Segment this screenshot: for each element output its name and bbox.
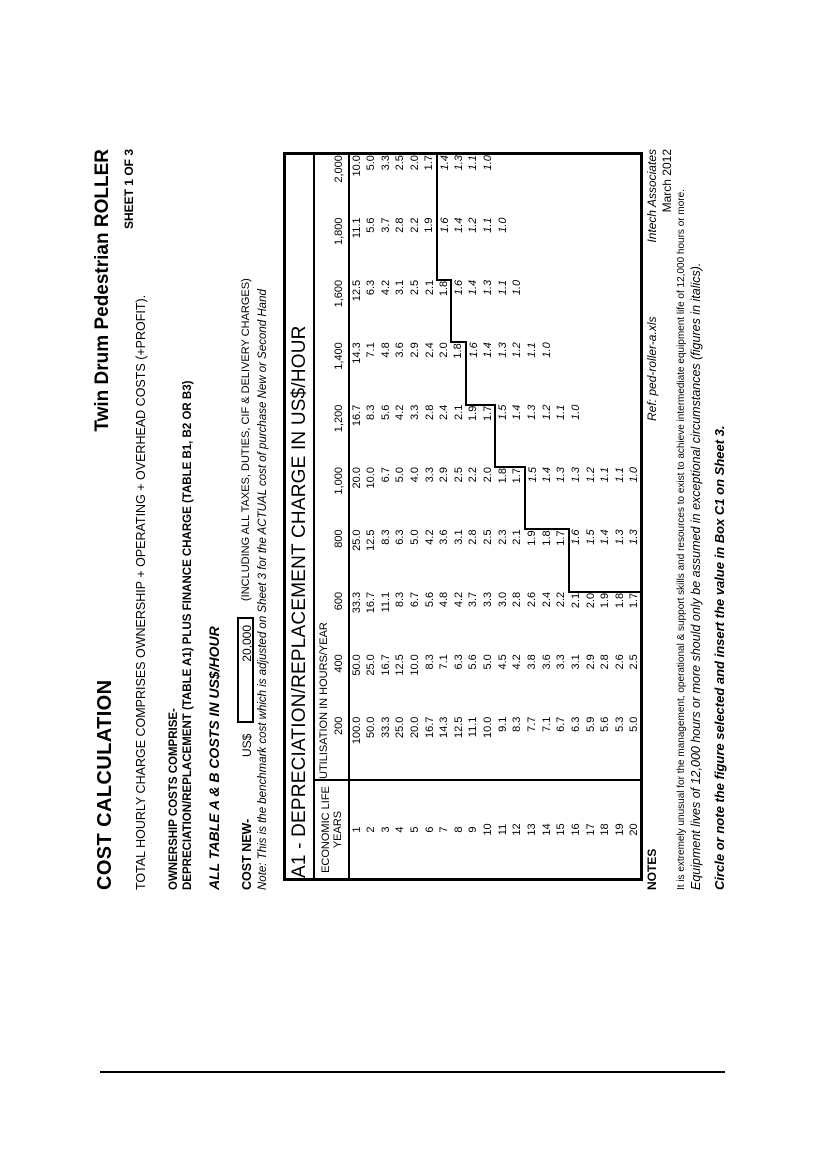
value-cell: 3.0 — [496, 591, 509, 608]
value-cell: 1.0 — [569, 404, 582, 420]
year-cell: 16 — [569, 780, 584, 880]
all-table-costs-line: ALL TABLE A & B COSTS IN US$/HOUR — [206, 626, 222, 890]
value-cell — [495, 154, 510, 218]
value-cell — [627, 342, 642, 404]
value-cell: 5.6 — [379, 404, 392, 420]
value-cell: 10.0 — [350, 155, 363, 177]
value-cell: 12.5 — [350, 279, 363, 302]
year-cell: 2 — [364, 780, 379, 880]
value-cell: 1.4 — [539, 467, 554, 529]
value-cell: 6.7 — [555, 716, 568, 732]
value-cell — [613, 217, 628, 279]
value-cell: 8.3 — [423, 654, 436, 670]
value-cell: 1.7 — [510, 467, 525, 529]
economic-life-header: ECONOMIC LIFE YEARS — [314, 780, 349, 880]
value-cell: 1.5 — [583, 529, 598, 591]
column-header-hours: 1,600 — [330, 280, 349, 342]
value-cell: 1.8 — [613, 592, 626, 609]
year-cell: 19 — [613, 780, 628, 880]
value-cell: 2.4 — [540, 591, 553, 608]
value-cell: 1.5 — [495, 405, 510, 467]
value-cell: 16.7 — [379, 654, 392, 676]
value-cell: 1.3 — [482, 279, 495, 296]
value-cell: 6.7 — [379, 467, 392, 483]
value-cell: 1.0 — [482, 155, 495, 171]
value-cell: 5.6 — [599, 716, 612, 732]
value-cell: 2.1 — [569, 592, 582, 609]
value-cell: 14.3 — [350, 342, 363, 364]
value-cell: 7.1 — [364, 342, 377, 358]
value-cell — [554, 342, 569, 404]
value-cell: 2.6 — [526, 591, 538, 608]
value-cell: 4.2 — [452, 591, 465, 608]
value-cell: 14.3 — [438, 716, 451, 739]
value-cell: 8.3 — [511, 716, 524, 732]
value-cell — [598, 154, 613, 218]
value-cell: 1.1 — [467, 155, 480, 171]
value-cell: 2.5 — [408, 279, 421, 296]
value-cell: 1.8 — [437, 280, 452, 342]
value-cell: 1.6 — [569, 529, 584, 591]
value-cell: 2.1 — [423, 279, 436, 296]
value-cell — [583, 405, 598, 467]
value-cell: 2.5 — [394, 155, 407, 171]
value-cell: 2.6 — [613, 654, 626, 670]
year-cell: 10 — [481, 780, 496, 880]
value-cell: 1.2 — [584, 467, 597, 483]
year-cell: 20 — [627, 780, 642, 880]
value-cell — [554, 280, 569, 342]
value-cell: 2.9 — [408, 342, 421, 358]
value-cell: 4.2 — [394, 404, 407, 420]
value-cell: 6.3 — [364, 279, 377, 296]
value-cell: 11.1 — [350, 217, 363, 239]
value-cell: 1.3 — [554, 467, 569, 529]
value-cell — [583, 217, 598, 279]
year-cell: 17 — [583, 780, 598, 880]
notes-heading: NOTES — [645, 848, 659, 890]
value-cell: 3.6 — [438, 529, 451, 545]
value-cell: 2.5 — [482, 529, 495, 545]
depreciation-table — [283, 152, 643, 881]
value-cell — [598, 405, 613, 467]
value-cell: 1.1 — [526, 342, 538, 358]
table-title: A1 - DEPRECIATION/REPLACEMENT CHARGE IN US$/HOUR — [285, 154, 315, 880]
value-cell: 1.8 — [496, 468, 509, 484]
value-cell: 3.1 — [394, 279, 407, 296]
value-cell: 2.5 — [627, 654, 640, 670]
column-header-hours: 1,800 — [330, 217, 349, 279]
value-cell: 2.1 — [452, 404, 465, 420]
value-cell: 2.3 — [496, 529, 509, 545]
value-cell: 1.2 — [467, 217, 480, 233]
value-cell: 1.4 — [510, 405, 525, 467]
value-cell: 2.2 — [555, 591, 568, 608]
machine-title: Twin Drum Pedestrian ROLLER — [92, 149, 113, 432]
value-cell: 20.0 — [350, 467, 363, 489]
value-cell — [627, 405, 642, 467]
value-cell: 5.0 — [482, 654, 495, 670]
value-cell: 2.0 — [438, 342, 451, 358]
value-cell: 4.2 — [511, 654, 524, 670]
value-cell: 6.3 — [569, 716, 582, 732]
value-cell: 12.5 — [394, 654, 407, 676]
value-cell: 3.8 — [526, 654, 538, 670]
value-cell: 16.7 — [350, 404, 363, 427]
value-cell: 1.6 — [451, 280, 466, 342]
value-cell — [627, 217, 642, 279]
page-footer-rule — [100, 1071, 725, 1073]
value-cell: 3.3 — [482, 591, 495, 608]
value-cell — [510, 217, 525, 279]
sheet-number: SHEET 1 OF 3 — [122, 149, 136, 230]
value-cell: 10.0 — [364, 467, 377, 489]
value-cell: 4.8 — [379, 342, 392, 358]
value-cell: 2.4 — [423, 342, 436, 358]
value-cell: 2.0 — [408, 155, 421, 171]
value-cell: 1.0 — [511, 279, 524, 296]
notes-line-1: It is extremely unusual for the management, operational & support skills and resources to exist to achieve intermediate equipment life of 12,000 hours or more. — [676, 189, 687, 890]
value-cell: 33.3 — [350, 591, 363, 614]
value-cell: 1.0 — [496, 217, 509, 233]
value-cell: 5.6 — [467, 654, 480, 670]
value-cell: 1.5 — [525, 467, 540, 529]
organisation-name: Intech Associates — [645, 149, 659, 243]
value-cell: 3.3 — [555, 654, 568, 670]
value-cell: 5.9 — [584, 716, 597, 732]
value-cell: 7.7 — [526, 716, 538, 732]
a1-depreciation-table — [283, 152, 643, 881]
value-cell: 12.5 — [364, 529, 377, 551]
value-cell: 1.1 — [555, 404, 568, 420]
value-cell: 8.3 — [394, 591, 407, 608]
value-cell: 1.8 — [540, 530, 553, 546]
value-cell — [583, 280, 598, 342]
value-cell: 3.1 — [452, 529, 465, 545]
ownership-costs-line1: OWNERSHIP COSTS COMPRISE- — [168, 708, 180, 890]
value-cell: 1.7 — [554, 529, 569, 591]
value-cell: 3.6 — [394, 342, 407, 358]
currency-label: US$ — [240, 733, 254, 757]
value-cell — [613, 280, 628, 342]
value-cell: 1.3 — [452, 155, 465, 171]
cost-new-suffix: (INCLUDING ALL TAXES, DUTIES, CIF & DELIVERY CHARGES) — [240, 278, 252, 601]
year-cell: 9 — [466, 780, 481, 880]
benchmark-note: Note: This is the benchmark cost which is adjusted on Sheet 3 for the ACTUAL cost of purchase New or Second Hand — [257, 289, 269, 890]
value-cell: 2.4 — [438, 404, 451, 420]
value-cell: 1.3 — [627, 529, 642, 591]
value-cell — [510, 154, 525, 218]
column-header-hours: 800 — [330, 529, 349, 591]
value-cell: 2.8 — [423, 404, 436, 420]
value-cell: 1.9 — [599, 592, 612, 609]
value-cell — [598, 217, 613, 279]
value-cell: 1.6 — [466, 342, 481, 404]
value-cell — [539, 154, 554, 218]
notes-line-2: Equipment lives of 12,000 hours or more should only be assumed in exceptional circumstances (figures in italics). — [689, 262, 703, 890]
value-cell — [613, 154, 628, 218]
value-cell: 5.0 — [394, 467, 407, 483]
value-cell: 1.4 — [438, 155, 451, 171]
value-cell: 10.0 — [482, 716, 495, 739]
value-cell: 50.0 — [350, 654, 363, 676]
page-title: COST CALCULATION — [94, 679, 116, 890]
value-cell: 8.3 — [364, 404, 377, 420]
value-cell — [627, 280, 642, 342]
value-cell: 4.2 — [423, 529, 436, 545]
value-cell — [598, 342, 613, 404]
value-cell: 4.0 — [408, 467, 421, 483]
year-cell: 7 — [437, 780, 452, 880]
value-cell: 1.4 — [467, 279, 480, 296]
value-cell: 2.8 — [599, 654, 612, 670]
utilisation-group-header: UTILISATION IN HOURS/YEAR — [318, 622, 330, 779]
instruction-line: Circle or note the figure selected and insert the value in Box C1 on Sheet 3. — [712, 425, 727, 890]
value-cell: 10.0 — [408, 654, 421, 676]
value-cell: 1.4 — [452, 217, 465, 233]
value-cell — [554, 217, 569, 279]
value-cell: 2.0 — [584, 592, 597, 609]
value-cell: 5.0 — [408, 529, 421, 545]
column-header-hours: 200 — [330, 717, 349, 780]
value-cell: 33.3 — [379, 716, 392, 739]
value-cell: 4.2 — [379, 279, 392, 296]
value-cell: 7.1 — [438, 654, 451, 670]
value-cell: 25.0 — [364, 654, 377, 676]
value-cell — [583, 342, 598, 404]
value-cell: 1.2 — [511, 342, 524, 358]
year-cell: 6 — [422, 780, 437, 880]
value-cell: 1.1 — [482, 217, 495, 233]
value-cell: 50.0 — [364, 716, 377, 739]
year-cell: 11 — [495, 780, 510, 880]
value-cell: 1.0 — [540, 342, 553, 358]
value-cell — [583, 154, 598, 218]
value-cell: 2.1 — [511, 529, 524, 545]
year-cell: 8 — [451, 780, 466, 880]
value-cell: 6.3 — [452, 654, 465, 670]
value-cell: 1.4 — [598, 529, 613, 591]
value-cell: 25.0 — [394, 716, 407, 739]
value-cell: 1.1 — [599, 467, 612, 483]
column-header-hours: 400 — [330, 654, 349, 716]
value-cell: 9.1 — [496, 716, 509, 732]
total-hourly-charge-line: TOTAL HOURLY CHARGE COMPRISES OWNERSHIP + OPERATING + OVERHEAD COSTS (+PROFIT). — [134, 294, 148, 890]
value-cell: 7.1 — [540, 716, 553, 732]
year-cell: 1 — [349, 780, 364, 880]
value-cell: 2.8 — [511, 591, 524, 608]
value-cell: 4.8 — [438, 591, 451, 608]
value-cell — [569, 280, 584, 342]
value-cell — [569, 154, 584, 218]
cost-new-input-cell[interactable] — [237, 617, 254, 723]
value-cell — [525, 154, 540, 218]
value-cell: 1.3 — [526, 404, 538, 420]
value-cell: 1.8 — [451, 342, 466, 404]
value-cell — [525, 280, 540, 342]
value-cell: 3.7 — [467, 591, 480, 608]
value-cell: 12.5 — [452, 716, 465, 739]
value-cell: 5.0 — [364, 155, 377, 171]
value-cell: 1.4 — [481, 342, 496, 404]
cost-new-value: 20,000 — [240, 625, 254, 662]
value-cell: 16.7 — [364, 591, 377, 614]
value-cell: 4.5 — [496, 654, 509, 670]
year-cell: 15 — [554, 780, 569, 880]
value-cell: 1.3 — [569, 467, 582, 483]
year-cell: 14 — [539, 780, 554, 880]
value-cell: 5.3 — [613, 716, 626, 732]
value-cell: 3.3 — [408, 404, 421, 420]
column-header-hours: 2,000 — [330, 154, 349, 218]
value-cell — [613, 405, 628, 467]
year-cell: 3 — [378, 780, 393, 880]
value-cell: 25.0 — [350, 529, 363, 551]
year-cell: 13 — [525, 780, 540, 880]
value-cell: 1.3 — [613, 529, 628, 591]
value-cell: 5.6 — [423, 591, 436, 608]
year-cell: 18 — [598, 780, 613, 880]
value-cell: 2.2 — [467, 467, 480, 483]
year-cell: 12 — [510, 780, 525, 880]
value-cell: 6.3 — [394, 529, 407, 545]
cost-new-label: COST NEW- — [240, 818, 254, 890]
value-cell: 1.3 — [496, 342, 509, 358]
ownership-costs-line2: DEPRECIATION/REPLACEMENT (TABLE A1) PLUS FINANCE CHARGE (TABLE B1, B2 OR B3) — [182, 380, 194, 890]
value-cell: 8.3 — [379, 529, 392, 545]
value-cell — [554, 154, 569, 218]
value-cell: 2.5 — [452, 467, 465, 483]
value-cell — [525, 217, 540, 279]
value-cell: 2.0 — [482, 467, 495, 483]
value-cell: 3.6 — [540, 654, 553, 670]
value-cell: 11.1 — [379, 591, 392, 613]
value-cell: 2.8 — [394, 217, 407, 233]
value-cell: 1.2 — [540, 404, 553, 420]
value-cell: 6.7 — [408, 591, 421, 608]
value-cell: 3.7 — [379, 217, 392, 233]
value-cell: 100.0 — [350, 716, 363, 745]
document-date: March 2012 — [660, 149, 674, 213]
value-cell: 1.6 — [437, 217, 452, 279]
column-header-hours: 1,000 — [330, 467, 349, 529]
value-cell — [539, 217, 554, 279]
value-cell: 2.9 — [438, 467, 451, 483]
value-cell: 3.1 — [569, 654, 582, 670]
value-cell: 1.9 — [422, 217, 437, 279]
value-cell: 1.9 — [467, 405, 480, 421]
value-cell — [539, 280, 554, 342]
value-cell — [598, 280, 613, 342]
value-cell: 3.3 — [379, 155, 392, 171]
value-cell — [627, 154, 642, 218]
value-cell: 1.7 — [481, 405, 496, 467]
column-header-hours: 1,400 — [330, 342, 349, 404]
value-cell: 1.7 — [627, 592, 640, 609]
value-cell: 1.1 — [496, 279, 509, 296]
value-cell: 20.0 — [408, 716, 421, 739]
value-cell: 2.2 — [408, 217, 421, 233]
value-cell: 16.7 — [423, 716, 436, 739]
value-cell — [569, 217, 584, 279]
value-cell: 3.3 — [423, 467, 436, 483]
column-header-hours: 600 — [330, 592, 349, 654]
value-cell: 2.9 — [584, 654, 597, 670]
file-reference: Ref: ped-roller-a.xls — [645, 316, 659, 421]
value-cell: 5.6 — [364, 217, 377, 233]
value-cell: 2.8 — [467, 529, 480, 545]
year-cell: 4 — [393, 780, 408, 880]
value-cell: 1.9 — [526, 530, 538, 546]
value-cell: 11.1 — [467, 716, 480, 738]
value-cell: 1.1 — [613, 467, 626, 483]
value-cell — [613, 342, 628, 404]
year-cell: 5 — [408, 780, 423, 880]
value-cell: 5.0 — [627, 716, 640, 732]
value-cell: 1.0 — [627, 467, 640, 483]
value-cell: 1.7 — [422, 154, 437, 218]
value-cell — [569, 342, 584, 404]
column-header-hours: 1,200 — [330, 405, 349, 467]
